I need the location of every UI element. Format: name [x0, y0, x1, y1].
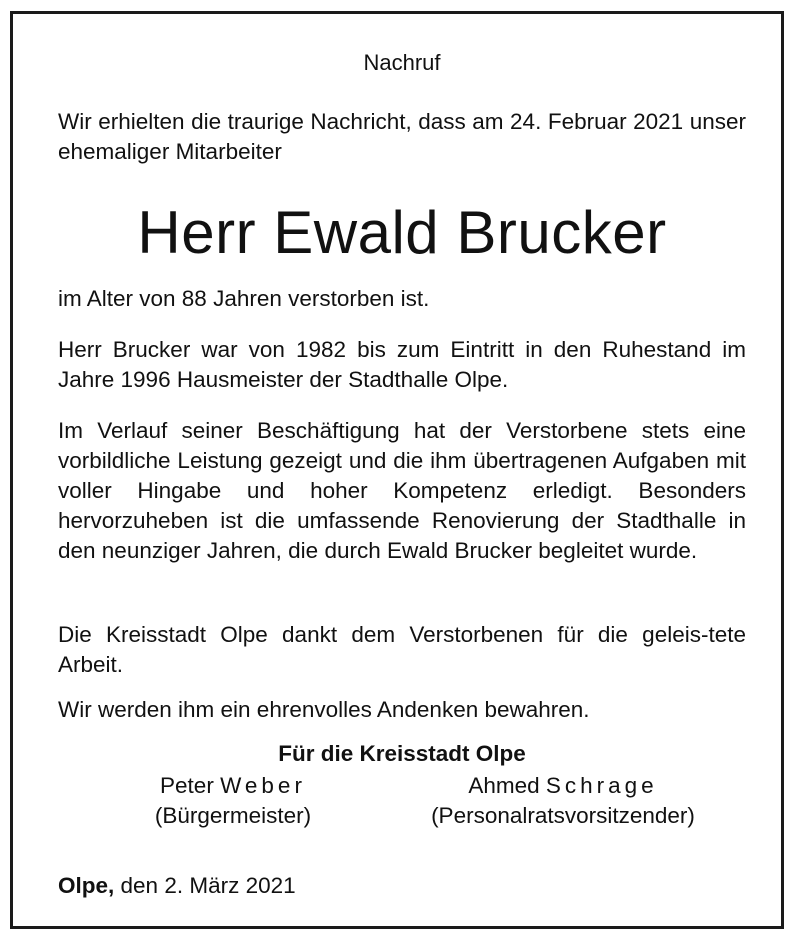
signatory-first-name: Peter [160, 773, 214, 798]
signatory-last-name: Schrage [545, 773, 658, 798]
signatory-role: (Personalratsvorsitzender) [431, 803, 695, 828]
signatory-mayor [118, 771, 348, 831]
notice-date: den 2. März 2021 [120, 873, 296, 898]
signatory-last-name: Weber [220, 773, 306, 798]
place-name: Olpe, [58, 873, 115, 898]
signatory-name [398, 771, 728, 801]
notice-heading: Nachruf [363, 50, 441, 75]
signatory-role: (Bürgermeister) [154, 803, 312, 828]
signatory-staff-council [398, 771, 728, 831]
age-line: im Alter von 88 Jahren verstorben ist. [58, 286, 430, 311]
tribute-paragraph: Im Verlauf seiner Beschäftigung hat der Verstorbene stets eine vorbildliche Leistung gezeigt und die ihm übertragenen Aufgaben mit voller Hingabe und hoher Kompetenz erledigt. Besonders hervorzuheben ist die umfassende Renovierung der Stadthalle in den neunziger Jahren, die durch Ewald Brucker begleitet wurde. [58, 418, 746, 563]
obituary-notice [10, 11, 784, 929]
signing-organization: Für die Kreisstadt Olpe [278, 741, 526, 766]
intro-paragraph: Wir erhielten die traurige Nachricht, dass am 24. Februar 2021 unser ehemaliger Mitarbeiter [58, 109, 746, 164]
service-paragraph: Herr Brucker war von 1982 bis zum Eintritt in den Ruhestand im Jahre 1996 Hausmeister der Stadthalle Olpe. [58, 337, 746, 392]
deceased-name: Herr Ewald Brucker [137, 199, 667, 266]
place-date-line [58, 871, 746, 901]
signatory-first-name: Ahmed [468, 773, 540, 798]
signatory-name [118, 771, 348, 801]
remembrance-paragraph: Wir werden ihm ein ehrenvolles Andenken bewahren. [58, 697, 590, 722]
thanks-paragraph: Die Kreisstadt Olpe dankt dem Verstorbenen für die geleis-tete Arbeit. [58, 622, 746, 677]
